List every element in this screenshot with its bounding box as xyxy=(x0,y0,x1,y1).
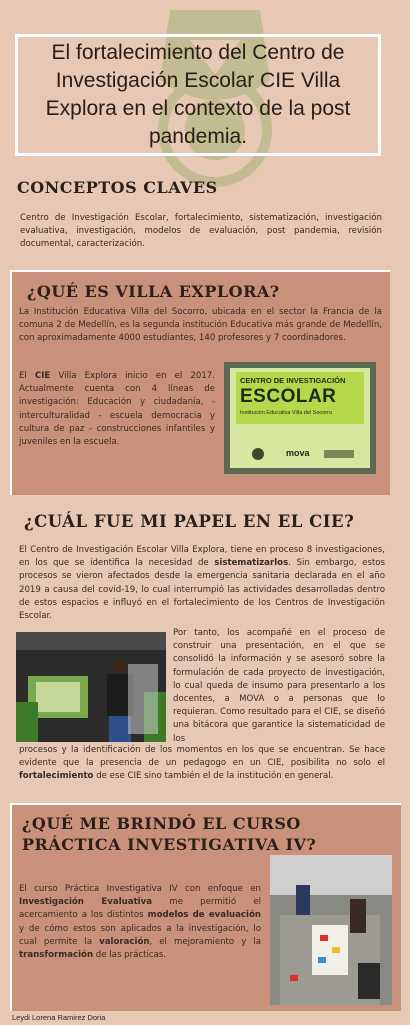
sign-line-2: ESCOLAR xyxy=(240,386,337,407)
villa-paragraph-1: La Institución Educativa Villa del Socorro, ubicada en el sector la Francia de la comuna 2 de Medellín, es la segunda institución Educativa más grande de Medellín, con aproximadamente 4000 estudiantes, 140 profesores y 7 coordinadores. xyxy=(19,307,382,344)
sign-seal-icon xyxy=(252,448,264,460)
papel-heading: ¿CUÁL FUE MI PAPEL EN EL CIE? xyxy=(24,512,355,531)
sticker-yellow xyxy=(332,947,340,953)
presenter-head xyxy=(113,660,127,674)
author-credit: Leydi Lorena Ramirez Doria xyxy=(12,1013,106,1022)
sign-alcaldia-logo xyxy=(324,450,354,458)
green-banner-left xyxy=(16,702,38,742)
villa-heading: ¿QUÉ ES VILLA EXPLORA? xyxy=(27,282,280,301)
ceiling xyxy=(16,632,166,650)
workshop-photo xyxy=(270,855,392,1005)
slide xyxy=(36,682,80,712)
sign-line-1: CENTRO DE INVESTIGACIÓN xyxy=(240,376,346,385)
presentation-photo xyxy=(16,632,166,742)
sign-line-3: Institución Educativa Villa del Socorro xyxy=(240,410,332,416)
papel-paragraph-3: procesos y la identificación de los momentos en los que se encuentran. Se hace evidente que la presencia de un pedagogo en un CIE, posibilita no solo el fortalecimiento de ese CIE sino también el de la institución en general. xyxy=(19,745,385,782)
poster-paper xyxy=(312,925,348,975)
conceptos-text: Centro de Investigación Escolar, fortalecimiento, sistematización, investigación evaluativa, investigación, modelos de evaluación, post pandemia, revisión documental, caracterización. xyxy=(20,213,382,250)
sticker-red-2 xyxy=(290,975,298,981)
sticker-red xyxy=(320,935,328,941)
curso-heading-line-1: ¿QUÉ ME BRINDÓ EL CURSO xyxy=(22,814,301,833)
sticker-blue xyxy=(318,957,326,963)
page-title: El fortalecimiento del Centro de Investigación Escolar CIE Villa Explora en el contexto de la post pandemia. xyxy=(45,41,351,148)
student-2 xyxy=(350,899,366,933)
curso-paragraph: El curso Práctica Investigativa IV con enfoque en Investigación Evaluativa me permitió el acercamiento a los distintos modelos de evaluación y de cómo estos son aplicados a la investigación, lo cual permite la valoración, el mejoramiento y la transformación de las prácticas. xyxy=(19,884,261,961)
student-3 xyxy=(358,963,380,999)
papel-paragraph-2: Por tanto, los acompañé en el proceso de construir una presentación, en el que se consolidó la información y se asesoró sobre la formulación de cada proyecto de investigación, lo cual queda de insumo para presentarlo a los docentes, a MOVA o a personas que lo requieran. Como resultado para el CIE, se diseñó una bitácora que garantice la sistematicidad de los xyxy=(173,628,385,744)
wall xyxy=(270,855,392,895)
villa-paragraph-2: El CIE Villa Explora inicio en el 2017. Actualmente cuenta con 4 líneas de investigación: Educación y ciudadanía, -interculturalidad - escuela democracia y cultura de paz - construcciones infantiles y juveniles en la escuela. xyxy=(19,371,215,448)
cie-sign-photo xyxy=(224,362,376,474)
sign-mova-logo: mova xyxy=(286,448,310,458)
conceptos-heading: CONCEPTOS CLAVES xyxy=(17,178,218,197)
papel-paragraph-1: El Centro de Investigación Escolar Villa Explora, tiene en proceso 8 investigaciones, en los que se identifica la necesidad de sistematizarlos. Sin embargo, estos procesos se vieron afectados desde la emergencia sanitaria declarada en el año 2019 a causa del covid-19, lo cual interrumpió las actividades desarrolladas dentro de estos espacios e influyó en el fortalecimiento de los Centros de Investigación Escolar. xyxy=(19,545,385,622)
student-1 xyxy=(296,885,310,915)
side-panel xyxy=(128,664,158,734)
curso-heading-line-2: PRÁCTICA INVESTIGATIVA IV? xyxy=(22,835,317,854)
title-box xyxy=(15,34,381,156)
